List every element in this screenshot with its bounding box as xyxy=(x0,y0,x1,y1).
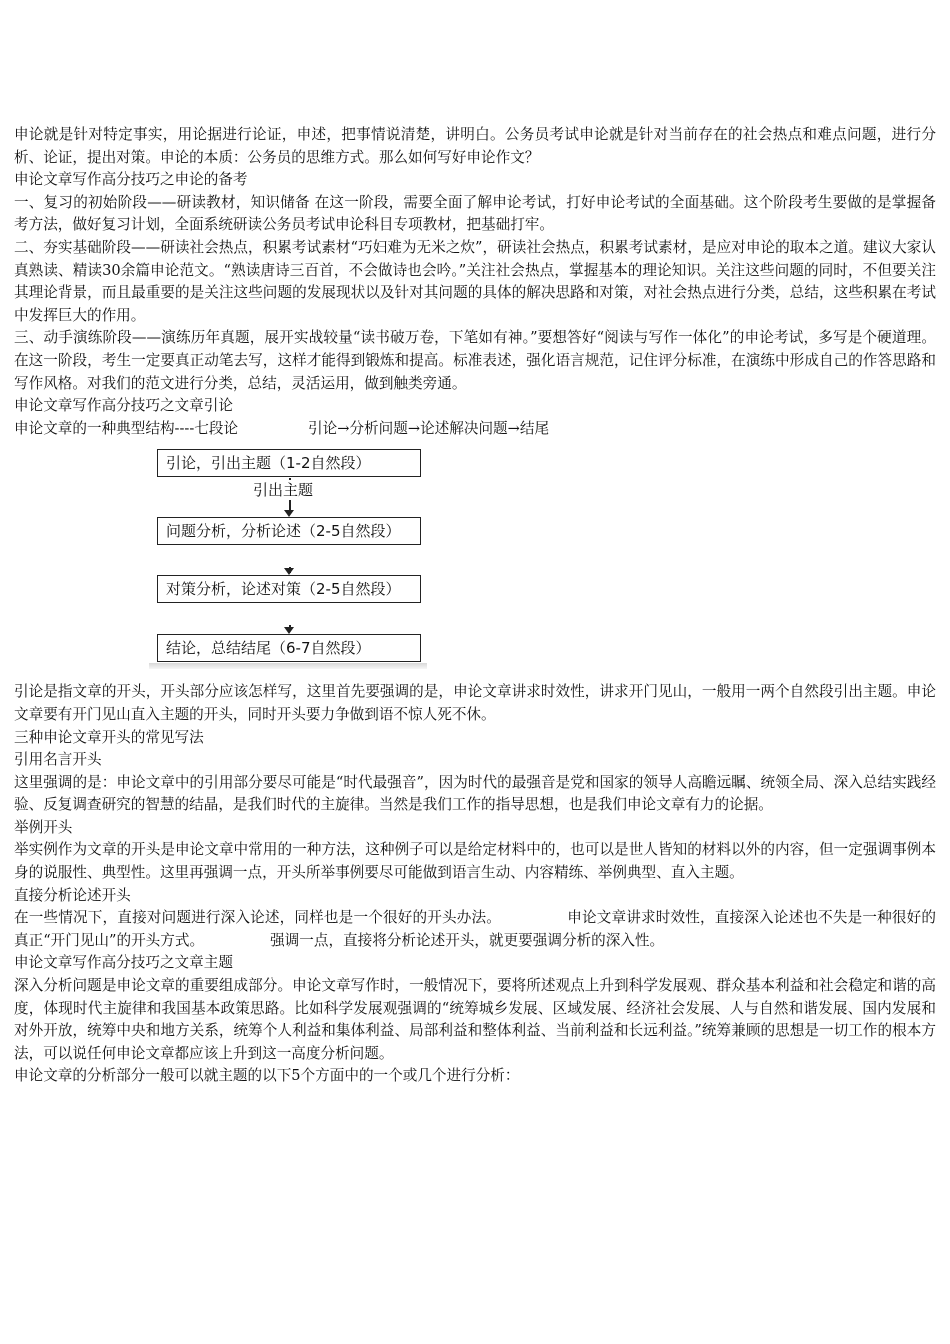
direct-sentence-b: 申论文章讲求时效性，直接深入论述也不失是一种很好的真正“开门见山”的开头方式。 xyxy=(14,909,936,949)
structure-line xyxy=(14,418,936,441)
section-heading-intro: 申论文章写作高分技巧之文章引论 xyxy=(14,397,233,415)
flow-box-countermeasure-analysis: 对策分析，论述对策（2-5自然段） xyxy=(157,575,421,603)
direct-sentence-c: 强调一点，直接将分析论述开头，就更要强调分析的深入性。 xyxy=(270,931,665,949)
document-page xyxy=(14,124,936,1088)
intro-paragraph: 申论就是针对特定事实，用论据进行论证，申述，把事情说清楚，讲明白。公务员考试申论就是针对当前存在的社会热点和难点问题，进行分析、论证，提出对策。申论的本质：公务员的思维方式。那么如何写好申论作文？ xyxy=(14,126,936,166)
intro-description-paragraph: 引论是指文章的开头，开头部分应该怎样写，这里首先要强调的是，申论文章讲求时效性，讲求开门见山，一般用一两个自然段引出主题。申论文章要有开门见山直入主题的开头，同时开头要力争做到语不惊人死不休。 xyxy=(14,683,936,723)
flow-arrow-3 xyxy=(284,627,294,634)
diagram-shadow xyxy=(149,663,427,669)
flow-box-introduction: 引论，引出主题（1-2自然段） xyxy=(157,449,421,477)
heading-quote-opening: 引用名言开头 xyxy=(14,751,102,769)
flow-arrow-1 xyxy=(284,510,294,517)
stage-two-paragraph: 二、夯实基础阶段——研读社会热点，积累考试素材“巧妇难为无米之炊”，研读社会热点，积累考试素材，是应对申论的取本之道。建议大家认真熟读、精读30余篇申论范文。“熟读唐诗三百首，不会做诗也会吟。”关注社会热点，掌握基本的理论知识。关注这些问题的同时，不但要关注其理论背景，而且最重要的是关注这些问题的发展现状以及针对其问题的具体的解决思路和对策，对社会热点进行分类，总结，这些积累在考试中发挥巨大的作用。 xyxy=(14,238,936,324)
stage-three-paragraph: 三、动手演练阶段——演练历年真题，展开实战较量“读书破万卷，下笔如有神。”要想答好“阅读与写作一体化”的申论考试，多写是个硬道理。在这一阶段，考生一定要真正动笔去写，这样才能得到锻炼和提高。标准表述，强化语言规范，记住评分标准，在演练中形成自己的作答思路和写作风格。对我们的范文进行分类，总结，灵活运用，做到触类旁通。 xyxy=(14,329,936,392)
flow-box-problem-analysis: 问题分析，分析论述（2-5自然段） xyxy=(157,517,421,545)
flow-box-conclusion: 结论，总结结尾（6-7自然段） xyxy=(157,634,421,662)
section-heading-prep: 申论文章写作高分技巧之申论的备考 xyxy=(14,171,248,189)
flow-label-introduce-theme: 引出主题 xyxy=(253,481,314,500)
heading-example-opening: 举例开头 xyxy=(14,818,73,836)
structure-right-text: 引论→分析问题→论述解决问题→结尾 xyxy=(308,419,550,437)
quote-opening-paragraph: 这里强调的是：申论文章中的引用部分要尽可能是“时代最强音”，因为时代的最强音是党和国家的领导人高瞻远瞩、统领全局、深入总结实践经验、反复调查研究的智慧的结晶，是我们时代的主旋律。当然是我们工作的指导思想，也是我们申论文章有力的论据。 xyxy=(14,773,936,814)
heading-three-openings: 三种申论文章开头的常见写法 xyxy=(14,728,204,746)
structure-left-text: 申论文章的一种典型结构----七段论 xyxy=(14,419,239,437)
heading-direct-opening: 直接分析论述开头 xyxy=(14,886,131,904)
example-opening-paragraph: 举实例作为文章的开头是申论文章中常用的一种方法，这种例子可以是给定材料中的，也可以是世人皆知的材料以外的内容，但一定强调事例本身的说服性、典型性。这里再强调一点，开头所举事例要尽可能做到语言生动、内容精练、举例典型、直入主题。 xyxy=(14,841,936,882)
flow-arrow-2 xyxy=(284,568,294,575)
theme-paragraph: 深入分析问题是申论文章的重要组成部分。申论文章写作时，一般情况下，要将所述观点上升到科学发展观、群众基本利益和社会稳定和谐的高度，体现时代主旋律和我国基本政策思路。比如科学发展观强调的“统筹城乡发展、区域发展、经济社会发展、人与自然和谐发展、国内发展和对外开放，统筹中央和地方关系，统筹个人利益和集体利益、局部利益和整体利益、当前利益和长远利益。”统筹兼顾的思想是一切工作的根本方法，可以说任何申论文章都应该上升到这一高度分析问题。 xyxy=(14,977,936,1062)
stage-one-paragraph: 一、复习的初始阶段——研读教材，知识储备 在这一阶段，需要全面了解申论考试，打好申论考试的全面基础。这个阶段考生要做的是掌握备考方法，做好复习计划，全面系统研读公务员考试申论科目专项教材，把基础打牢。 xyxy=(14,193,936,234)
direct-opening-paragraph xyxy=(14,907,936,952)
section-heading-theme: 申论文章写作高分技巧之文章主题 xyxy=(14,954,233,972)
seven-paragraph-flow-diagram xyxy=(145,449,427,671)
analysis-lead-paragraph: 申论文章的分析部分一般可以就主题的以下5个方面中的一个或几个进行分析： xyxy=(14,1067,520,1085)
direct-sentence-a: 在一些情况下，直接对问题进行深入论述，同样也是一个很好的开头办法。 xyxy=(14,909,502,927)
